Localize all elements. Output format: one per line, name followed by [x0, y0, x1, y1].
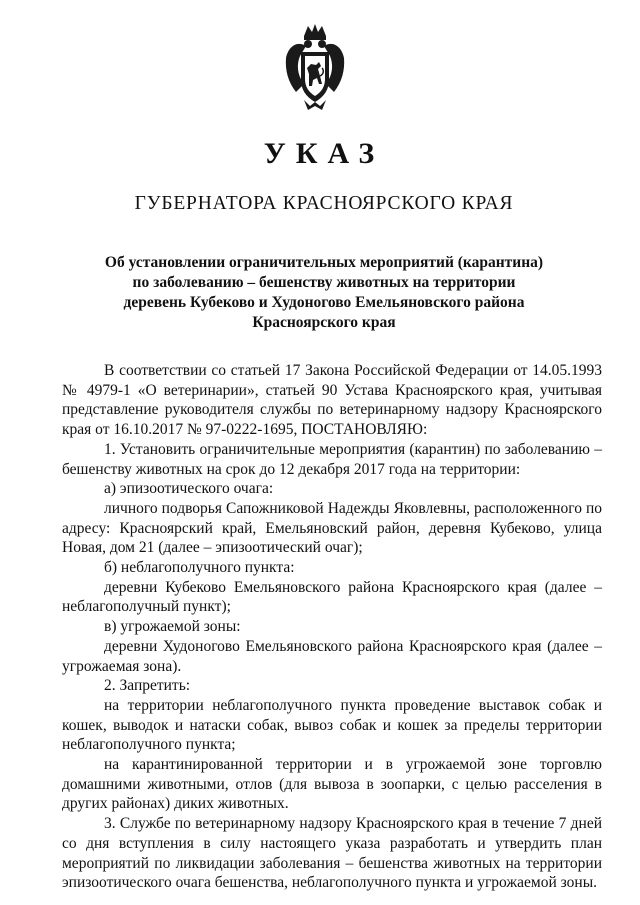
heading-line: Об установлении ограничительных мероприятий (карантина) [104, 254, 544, 271]
subclause-a-label: а) эпизоотического очага: [104, 480, 274, 498]
document-title: УКАЗ [263, 137, 385, 170]
coat-of-arms-icon [282, 22, 348, 114]
document-heading [100, 253, 548, 333]
subclause-c-label: в) угрожаемой зоны: [104, 618, 241, 636]
clause-1-paragraph: 1. Установить ограничительные мероприятия (карантин) по заболеванию – бешенству животных на срок до 12 декабря 2017 года на территории: [62, 440, 602, 478]
heading-line: Красноярского края [252, 314, 396, 331]
subclause-b-label: б) неблагополучного пункта: [104, 559, 295, 577]
clause-2-label: 2. Запретить: [104, 677, 191, 695]
document-body [62, 361, 602, 893]
clause-2-item-2: на карантинированной территории и в угрожаемой зоне торговлю домашними животными, отлов (для вывоза в зоопарки, с целью расселения в других районах) диких животных. [62, 756, 602, 813]
subclause-b-text: деревни Кубеково Емельяновского района Красноярского края (далее – неблагополучный пункт); [62, 578, 602, 616]
heading-line: деревень Кубеково и Худоногово Емельяновского района [123, 294, 525, 311]
subclause-a-text: личного подворья Сапожниковой Надежды Яковлевны, расположенного по адресу: Красноярский край, Емельяновский район, деревня Кубеково, улица Новая, дом 21 (далее – эпизоотический очаг); [62, 499, 602, 557]
document-subtitle: ГУБЕРНАТОРА КРАСНОЯРСКОГО КРАЯ [134, 193, 514, 214]
clause-3-paragraph: 3. Службе по ветеринарному надзору Красноярского края в течение 7 дней со дня вступления в силу настоящего указа разработать и утвердить план мероприятий по ликвидации заболевания – бешенства животных на территории эпизоотического очага бешенства, неблагополучного пункта и угрожаемой зоны. [62, 815, 602, 892]
clause-2-item-1: на территории неблагополучного пункта проведение выставок собак и кошек, выводок и натаски собак, вывоз собак и кошек за пределы территории неблагополучного пункта; [62, 696, 602, 754]
heading-line: по заболеванию – бешенству животных на территории [132, 274, 516, 291]
subclause-c-text: деревни Худоногово Емельяновского района Красноярского края (далее – угрожаемая зона). [62, 637, 602, 675]
preamble-paragraph: В соответствии со статьей 17 Закона Российской Федерации от 14.05.1993 № 4979-1 «О ветеринарии», статьей 90 Устава Красноярского края, учитывая представление руководителя службы по ветеринарному надзору Красноярского края от 16.10.2017 № 97-0222-1695, ПОСТАНОВЛЯЮ: [62, 362, 602, 439]
